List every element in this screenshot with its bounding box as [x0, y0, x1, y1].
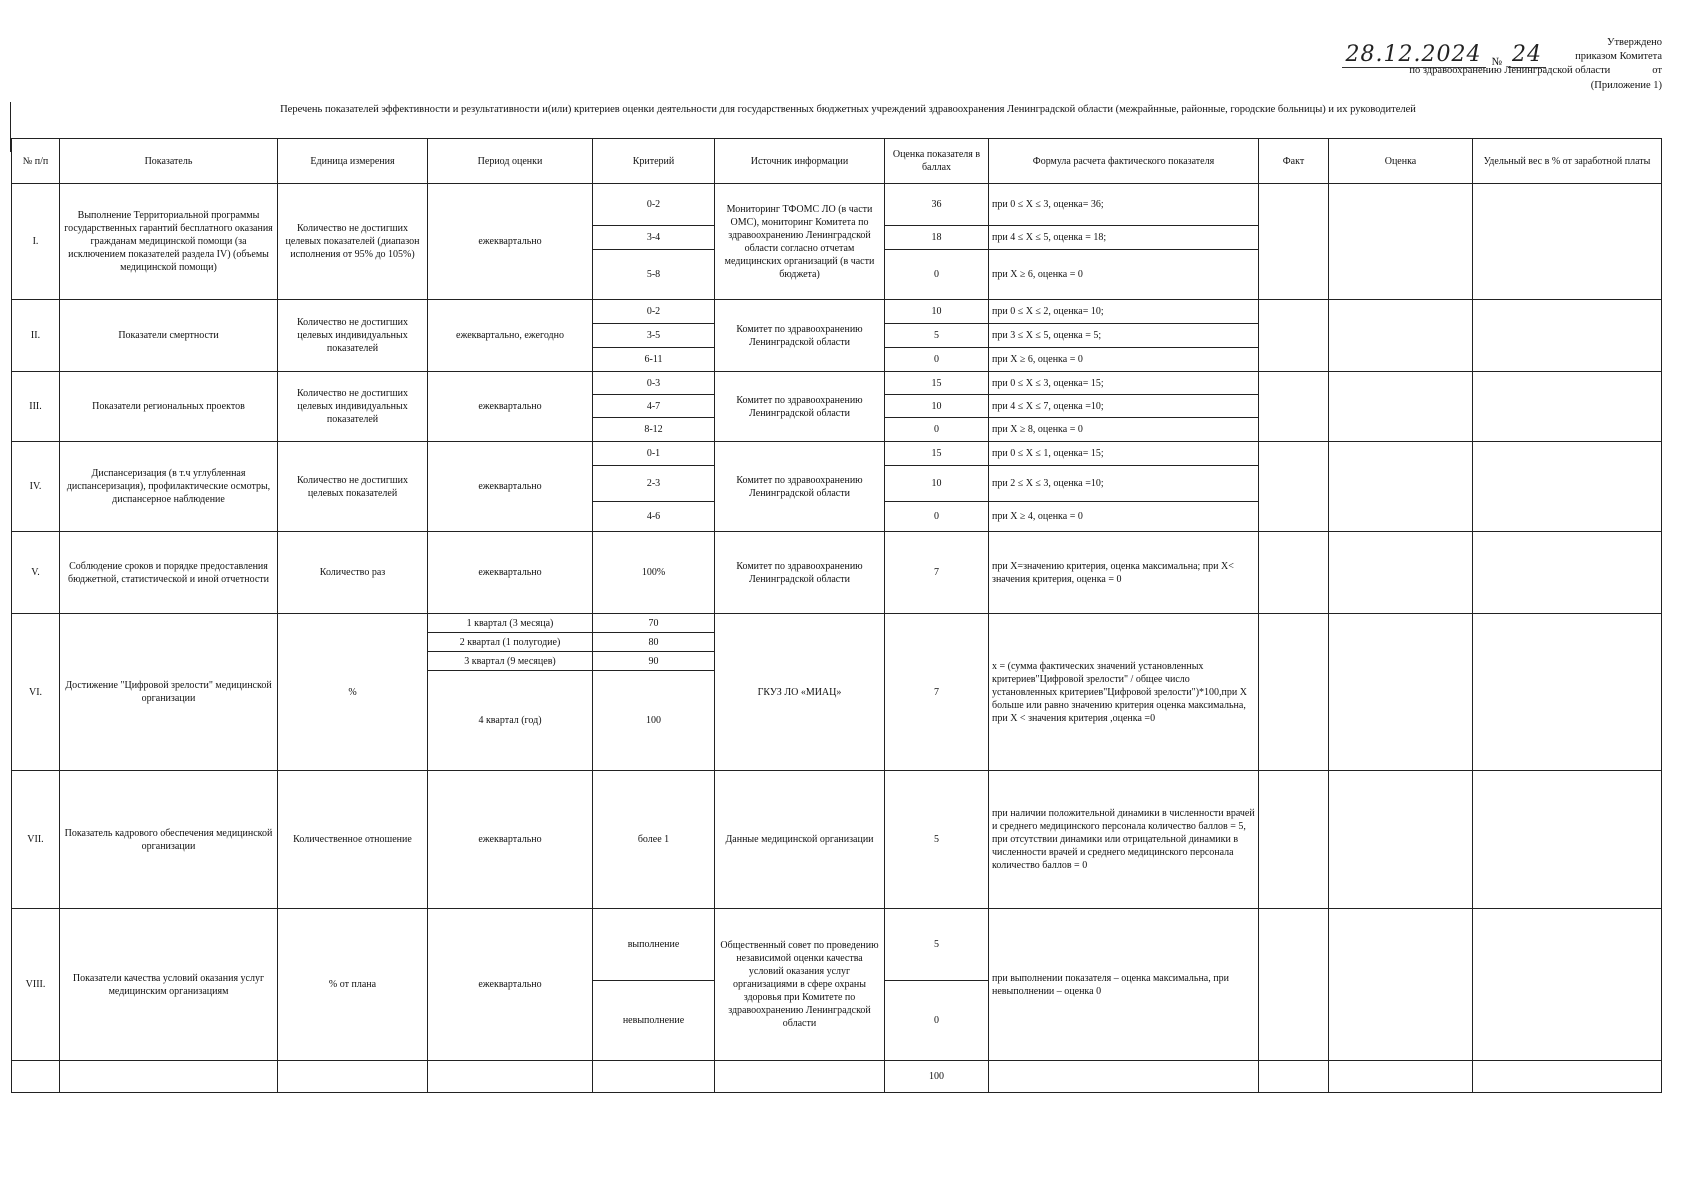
row-number: V. [12, 532, 60, 614]
unit-cell: % от плана [278, 909, 428, 1061]
total-empty-cell [1259, 1061, 1329, 1093]
formula-cell: при X ≥ 4, оценка = 0 [989, 502, 1259, 532]
total-empty-cell [428, 1061, 593, 1093]
total-empty-cell [1329, 1061, 1473, 1093]
unit-cell: Количество раз [278, 532, 428, 614]
period-cell: 3 квартал (9 месяцев) [428, 652, 593, 671]
score-cell: 5 [885, 324, 989, 348]
score-cell: 7 [885, 532, 989, 614]
source-cell: ГКУЗ ЛО «МИАЦ» [715, 614, 885, 771]
criterion-cell: 6-11 [593, 348, 715, 372]
score-cell: 10 [885, 300, 989, 324]
row-number: IV. [12, 442, 60, 532]
criterion-cell: 0-3 [593, 372, 715, 395]
approval-line-committee: по здравоохранению Ленинградской области [1409, 65, 1611, 76]
row-number: VII. [12, 771, 60, 909]
unit-cell: Количество не достигших целевых показателей [278, 442, 428, 532]
row-number: III. [12, 372, 60, 442]
unit-cell: Количество не достигших целевых индивидуальных показателей [278, 372, 428, 442]
source-cell: Общественный совет по проведению независимой оценки качества условий оказания услуг организациями в сфере охраны здоровья при Комитете по здравоохранению Ленинградской области [715, 909, 885, 1061]
weight-cell [1473, 184, 1662, 300]
criterion-cell: 80 [593, 633, 715, 652]
weight-cell [1473, 372, 1662, 442]
table-row [12, 442, 1662, 466]
table-row [12, 300, 1662, 324]
row-number: VIII. [12, 909, 60, 1061]
criterion-cell: выполнение [593, 909, 715, 981]
formula-cell: при 0 ≤ X ≤ 1, оценка= 15; [989, 442, 1259, 466]
period-cell: 4 квартал (год) [428, 671, 593, 771]
period-cell: ежеквартально [428, 184, 593, 300]
total-row [12, 1061, 1662, 1093]
header-source: Источник информации [715, 139, 885, 184]
score-cell: 10 [885, 466, 989, 502]
score-cell: 0 [885, 418, 989, 442]
header-evaluation: Оценка [1329, 139, 1473, 184]
criterion-cell: более 1 [593, 771, 715, 909]
evaluation-cell [1329, 614, 1473, 771]
source-cell: Комитет по здравоохранению Ленинградской области [715, 442, 885, 532]
score-cell: 7 [885, 614, 989, 771]
indicator-cell: Показатели смертности [60, 300, 278, 372]
period-cell: ежеквартально [428, 532, 593, 614]
weight-cell [1473, 442, 1662, 532]
approval-signature-row [1342, 42, 1546, 68]
score-cell: 0 [885, 981, 989, 1061]
formula-cell: при наличии положительной динамики в численности врачей и среднего медицинского персонала количество баллов = 5, при отсутствии динамики или отрицательной динамики в численности врачей и среднего медицинского персонала количество баллов = 0 [989, 771, 1259, 909]
handwritten-date: 28.12.2024 [1342, 42, 1486, 68]
criterion-cell: 0-1 [593, 442, 715, 466]
indicators-table [11, 138, 1662, 1093]
total-empty-cell [12, 1061, 60, 1093]
evaluation-cell [1329, 442, 1473, 532]
total-empty-cell [715, 1061, 885, 1093]
weight-cell [1473, 909, 1662, 1061]
criterion-cell: 3-5 [593, 324, 715, 348]
criterion-cell: 5-8 [593, 250, 715, 300]
indicator-cell: Показатели региональных проектов [60, 372, 278, 442]
formula-cell: при 0 ≤ X ≤ 3, оценка= 36; [989, 184, 1259, 226]
score-cell: 36 [885, 184, 989, 226]
score-cell: 15 [885, 372, 989, 395]
source-cell: Комитет по здравоохранению Ленинградской области [715, 300, 885, 372]
formula-cell: при X=значению критерия, оценка максимальна; при X< значения критерия, оценка = 0 [989, 532, 1259, 614]
criterion-cell: 8-12 [593, 418, 715, 442]
indicator-cell: Показатель кадрового обеспечения медицинской организации [60, 771, 278, 909]
evaluation-cell [1329, 184, 1473, 300]
approval-line-approved: Утверждено [1607, 37, 1662, 48]
formula-cell: при 0 ≤ X ≤ 2, оценка= 10; [989, 300, 1259, 324]
row-number: VI. [12, 614, 60, 771]
table-row [12, 532, 1662, 614]
formula-cell: при 3 ≤ X ≤ 5, оценка = 5; [989, 324, 1259, 348]
period-cell: ежеквартально [428, 771, 593, 909]
table-row [12, 614, 1662, 633]
number-label: № [1491, 56, 1502, 68]
source-cell: Мониторинг ТФОМС ЛО (в части ОМС), мониторинг Комитета по здравоохранению Ленинградской области согласно отчетам медицинских организаций (в части бюджета) [715, 184, 885, 300]
row-number: II. [12, 300, 60, 372]
weight-cell [1473, 614, 1662, 771]
fact-cell [1259, 771, 1329, 909]
source-cell: Комитет по здравоохранению Ленинградской области [715, 372, 885, 442]
score-cell: 5 [885, 909, 989, 981]
period-cell: ежеквартально [428, 372, 593, 442]
total-score: 100 [885, 1061, 989, 1093]
header-score: Оценка показателя в баллах [885, 139, 989, 184]
fact-cell [1259, 532, 1329, 614]
criterion-cell: 100 [593, 671, 715, 771]
score-cell: 18 [885, 226, 989, 250]
criterion-cell: 4-7 [593, 395, 715, 418]
header-period: Период оценки [428, 139, 593, 184]
criterion-cell: 4-6 [593, 502, 715, 532]
formula-cell: при X ≥ 6, оценка = 0 [989, 250, 1259, 300]
formula-cell: при выполнении показателя – оценка максимальна, при невыполнении – оценка 0 [989, 909, 1259, 1061]
criterion-cell: 90 [593, 652, 715, 671]
source-cell: Комитет по здравоохранению Ленинградской области [715, 532, 885, 614]
header-unit: Единица измерения [278, 139, 428, 184]
period-cell: ежеквартально [428, 909, 593, 1061]
period-cell: ежеквартально [428, 442, 593, 532]
period-cell: ежеквартально, ежегодно [428, 300, 593, 372]
row-number: I. [12, 184, 60, 300]
fact-cell [1259, 372, 1329, 442]
formula-cell: x = (сумма фактических значений установленных критериев"Цифровой зрелости" / общее число установленных критериев"Цифровой зрелости")*100,при X больше или равно значению критерия оценка максимальна, при X < значения критерия ,оценка =0 [989, 614, 1259, 771]
evaluation-cell [1329, 771, 1473, 909]
score-cell: 15 [885, 442, 989, 466]
evaluation-cell [1329, 909, 1473, 1061]
table-row [12, 909, 1662, 981]
criterion-cell: невыполнение [593, 981, 715, 1061]
indicator-cell: Достижение "Цифровой зрелости" медицинской организации [60, 614, 278, 771]
header-criterion: Критерий [593, 139, 715, 184]
document-title: Перечень показателей эффективности и результативности и(или) критериев оценки деятельности для государственных бюджетных учреждений здравоохранения Ленинградской области (межрайнные, районные, городские больницы) и их руководителей [280, 104, 1416, 115]
header-number: № п/п [12, 139, 60, 184]
formula-cell: при 4 ≤ X ≤ 5, оценка = 18; [989, 226, 1259, 250]
criterion-cell: 70 [593, 614, 715, 633]
criterion-cell: 3-4 [593, 226, 715, 250]
approval-line-order: приказом Комитета [1575, 51, 1662, 62]
header-formula: Формула расчета фактического показателя [989, 139, 1259, 184]
score-cell: 5 [885, 771, 989, 909]
total-empty-cell [60, 1061, 278, 1093]
unit-cell: Количественное отношение [278, 771, 428, 909]
table-row [12, 184, 1662, 226]
table-header-row [12, 139, 1662, 184]
indicator-cell: Выполнение Территориальной программы государственных гарантий бесплатного оказания гражданам медицинской помощи (за исключением показателей раздела IV) (объемы медицинской помощи) [60, 184, 278, 300]
fact-cell [1259, 614, 1329, 771]
annex-label: (Приложение 1) [1590, 80, 1662, 91]
score-cell: 0 [885, 348, 989, 372]
period-cell: 1 квартал (3 месяца) [428, 614, 593, 633]
fact-cell [1259, 184, 1329, 300]
source-cell: Данные медицинской организации [715, 771, 885, 909]
unit-cell: Количество не достигших целевых индивидуальных показателей [278, 300, 428, 372]
table-row [12, 771, 1662, 909]
formula-cell: при 4 ≤ X ≤ 7, оценка =10; [989, 395, 1259, 418]
handwritten-number: 24 [1508, 42, 1546, 68]
unit-cell: % [278, 614, 428, 771]
period-cell: 2 квартал (1 полугодие) [428, 633, 593, 652]
total-empty-cell [989, 1061, 1259, 1093]
fact-cell [1259, 300, 1329, 372]
criterion-cell: 2-3 [593, 466, 715, 502]
formula-cell: при 2 ≤ X ≤ 3, оценка =10; [989, 466, 1259, 502]
indicator-cell: Показатели качества условий оказания услуг медицинским организациям [60, 909, 278, 1061]
score-cell: 0 [885, 502, 989, 532]
total-empty-cell [593, 1061, 715, 1093]
score-cell: 0 [885, 250, 989, 300]
evaluation-cell [1329, 300, 1473, 372]
formula-cell: при 0 ≤ X ≤ 3, оценка= 15; [989, 372, 1259, 395]
total-empty-cell [1473, 1061, 1662, 1093]
score-cell: 10 [885, 395, 989, 418]
header-fact: Факт [1259, 139, 1329, 184]
weight-cell [1473, 300, 1662, 372]
weight-cell [1473, 532, 1662, 614]
evaluation-cell [1329, 532, 1473, 614]
criterion-cell: 0-2 [593, 184, 715, 226]
indicator-cell: Соблюдение сроков и порядке предоставления бюджетной, статистической и иной отчетности [60, 532, 278, 614]
total-empty-cell [278, 1061, 428, 1093]
criterion-cell: 0-2 [593, 300, 715, 324]
table-row [12, 372, 1662, 395]
header-weight: Удельный вес в % от заработной платы [1473, 139, 1662, 184]
formula-cell: при X ≥ 6, оценка = 0 [989, 348, 1259, 372]
fact-cell [1259, 442, 1329, 532]
header-indicator: Показатель [60, 139, 278, 184]
approval-from-label: от [1652, 65, 1662, 76]
weight-cell [1473, 771, 1662, 909]
evaluation-cell [1329, 372, 1473, 442]
unit-cell: Количество не достигших целевых показателей (диапазон исполнения от 95% до 105%) [278, 184, 428, 300]
criterion-cell: 100% [593, 532, 715, 614]
indicator-cell: Диспансеризация (в т.ч углубленная диспансеризация), профилактические осмотры, диспансерное наблюдение [60, 442, 278, 532]
fact-cell [1259, 909, 1329, 1061]
formula-cell: при X ≥ 8, оценка = 0 [989, 418, 1259, 442]
